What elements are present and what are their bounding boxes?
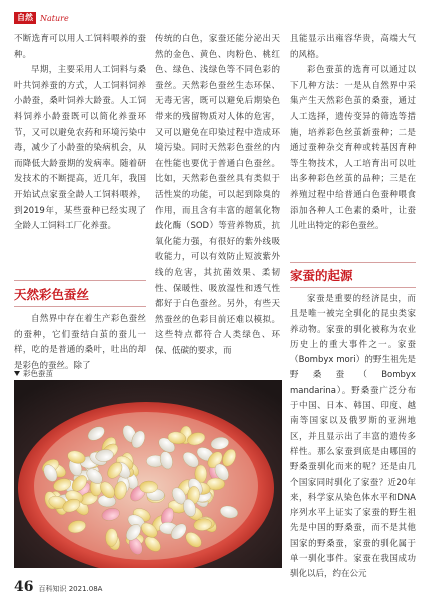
- page-footer: [14, 579, 102, 595]
- section-tag-en: Nature: [40, 13, 69, 23]
- section-rule: [290, 262, 416, 263]
- paragraph: 家蚕是重要的经济昆虫，而且是唯一被完全驯化的昆虫类家养动物。家蚕的驯化被称为农业历史上的重大事件之一。家蚕（Bombyx mori）的野生祖先是野桑蚕（Bombyx mandarina）。野桑蚕广泛分布于中国、日本、韩国、印度、越南等国家以及俄罗斯的亚洲地区，并且显示出了丰富的遗传多样性。那么家蚕到底是由哪国的野桑蚕驯化而来的呢？还是由几个国家同时驯化了家蚕？近20年来，科学家从染色体水平和DNA序列水平上证实了家蚕的野生祖先是中国的野桑蚕，而不是其他国家的野桑蚕，家蚕的驯化属于单一驯化事件。家蚕在我国成功驯化以后，约在公元: [290, 294, 416, 580]
- cocoon-photo: [14, 380, 282, 568]
- paragraph: 且能显示出雍容华贵，高端大气的风格。: [290, 34, 416, 60]
- cocoon: [140, 481, 158, 493]
- section-rule: [290, 287, 416, 288]
- column-2: [155, 32, 280, 359]
- column-3-lower: [290, 292, 416, 583]
- paragraph: 彩色蚕茧的选育可以通过以下几种方法：一是从自然界中采集产生天然彩色茧的桑蚕，通过人工选择，遗传变异的筛选等措施，培养彩色丝茧新蚕种；二是通过蚕种杂交育种或转基因育种等生物技术，人工培育出可以吐出多种彩色丝茧的品种；三是在养殖过程中给普通白色蚕种喂食添加各种人工色素的桑叶，让蚕儿吐出特定的彩色蚕丝。: [290, 65, 416, 232]
- column-1-lower: [14, 312, 146, 374]
- page-number: 46: [14, 579, 34, 595]
- section-rule: [14, 280, 146, 281]
- section-heading-origin: 家蚕的起源: [290, 268, 353, 283]
- figure-caption: [14, 368, 53, 379]
- paragraph: 自然界中存在着生产彩色蚕丝的蚕种，它们蚕结白茧的蚕儿一样，吃的是普通的桑叶，吐出的却是彩色的蚕丝。除了: [14, 314, 146, 371]
- figure-caption-text: 彩色蚕茧: [23, 369, 53, 378]
- section-rule: [14, 306, 146, 307]
- paragraph: 早期，主要采用人工饲料与桑叶共饲养蚕的方式，人工饲料饲养小龄蚕，桑叶饲养大龄蚕。人工饲料饲养小龄蚕既可以简化养蚕环节，又可以避免农药和环境污染中毒，减少了小龄蚕的染病机会，从而降低大龄蚕期的发病率。随着研发技术的不断提高，近几年，我国开始试点家蚕全龄人工饲料喂养，到2019年，某些蚕种已经实现了全龄人工饲料工厂化养蚕。: [14, 65, 146, 232]
- publication-info: 百科知识 2021.08A: [38, 585, 103, 593]
- section-heading-colored-silk: 天然彩色蚕丝: [14, 287, 90, 302]
- section-tag-cn: 自然: [14, 12, 36, 24]
- column-3: [290, 32, 416, 235]
- caption-triangle-icon: [14, 371, 20, 376]
- cocoon-photo-illustration: [14, 380, 282, 568]
- section-tag: [14, 12, 69, 24]
- paragraph: 不断选育可以用人工饲料喂养的蚕种。: [14, 34, 146, 60]
- column-1: [14, 32, 146, 235]
- paragraph: 传统的白色，家蚕还能分泌出天然的金色、黄色、肉粉色、桃红色、绿色、浅绿色等不同色彩的蚕丝。天然彩色蚕丝生态环保、无毒无害，既可以避免后期染色带来的残留物质对人体的危害，又可以避免在印染过程中造成环境污染。同时天然彩色蚕丝的内在性能也要优于普通白色蚕丝。比如，天然彩色蚕丝具有类似于活性炭的功能，可以起到除臭的作用，而且含有丰富的超氧化物歧化酶（SOD）等营养物质，抗氧化能力强，有很好的紫外线吸收能力，可以有效防止短波紫外线的危害，其抗菌效果、柔韧性、保暖性、吸放湿性和透气性都好于白色蚕丝。另外，有些天然蚕丝的色彩目前还难以模拟。这些特点都符合人类绿色、环保、低碳的要求，而: [155, 34, 280, 356]
